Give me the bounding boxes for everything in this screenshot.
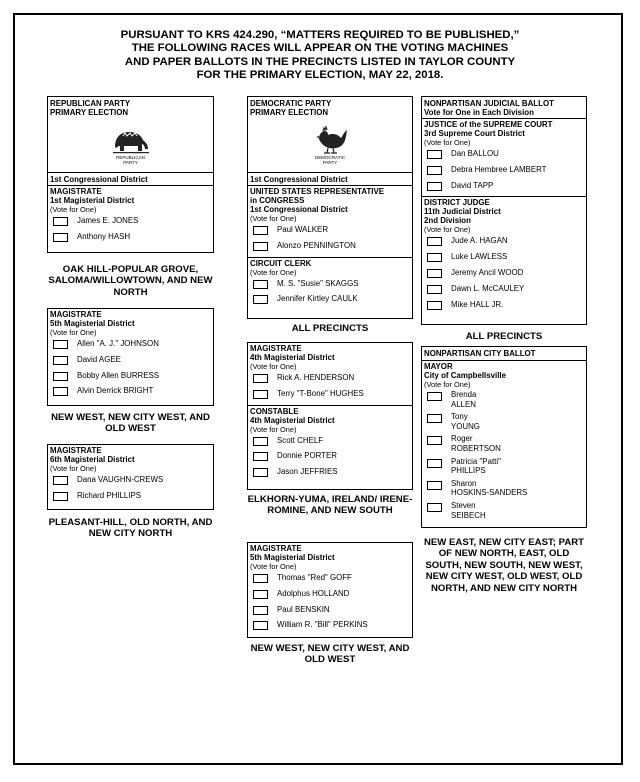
candidate-name: Jude A. HAGAN [451,236,508,246]
race-title: DISTRICT JUDGE [424,198,490,208]
race-subtitle: City of Campbellsville [424,371,506,380]
candidate-option[interactable] [250,587,410,603]
ballot-oval[interactable] [253,590,268,599]
candidate-last-name: PHILLIPS [451,466,486,476]
precinct-list: PLEASANT-HILL, OLD NORTH, AND NEW CITY NORTH [48,517,213,540]
candidate-option[interactable] [250,571,410,587]
ballot-title: NONPARTISAN CITY BALLOT [422,347,586,361]
candidate-option[interactable] [424,500,584,522]
vote-instruction: (Vote for One) [424,380,471,389]
candidate-option[interactable] [250,387,410,403]
candidate-option[interactable] [250,277,410,293]
candidate-option[interactable] [424,389,584,411]
race-title: JUSTICE of the SUPREME COURT [424,120,553,129]
ballot-oval[interactable] [253,437,268,446]
ballot-oval[interactable] [253,374,268,383]
candidate-option[interactable] [424,478,584,500]
ballot-oval[interactable] [53,356,68,365]
race-magistrate-4th [248,343,412,405]
ballot-oval[interactable] [253,280,268,289]
ballot-oval[interactable] [427,166,442,175]
candidate-option[interactable] [50,369,211,385]
candidate-option[interactable] [50,384,211,400]
candidate-last-name: ROBERTSON [451,443,501,453]
header-line: AND PAPER BALLOTS IN THE PRECINCTS LISTED IN TAYLOR COUNTY [124,55,516,68]
democratic-magistrate-5-card [247,542,413,638]
race-title: MAYOR [424,362,453,371]
candidate-option[interactable] [50,337,211,353]
vote-instruction: (Vote for One) [50,328,97,337]
candidate-option[interactable] [250,239,410,255]
candidate-option[interactable] [424,147,584,163]
district-label: 1st Congressional District [48,172,213,186]
race-subtitle: 5th Magisterial District [250,553,335,562]
candidate-last-name: HOSKINS-SANDERS [451,488,528,498]
candidate-option[interactable] [250,618,410,634]
emblem-caption: REPUBLICAN PARTY [116,154,145,165]
vote-instruction: (Vote for One) [250,214,297,223]
candidate-option[interactable] [50,489,211,505]
candidate-name: Jeremy Ancil WOOD [451,267,524,277]
candidate-name: Jennifer Kirtley CAULK [277,294,358,304]
header-line: FOR THE PRIMARY ELECTION, MAY 22, 2018. [196,68,444,81]
candidate-option[interactable] [250,434,410,450]
ballot-title: NONPARTISAN JUDICIAL BALLOT [424,99,554,108]
ballot-oval[interactable] [427,237,442,246]
emblem-caption: DEMOCRATIC PARTY [315,154,345,165]
elephant-emblem-icon [48,117,213,172]
candidate-first-name: Steven [451,500,476,510]
democratic-heading [248,97,412,117]
race-district-judge [422,196,586,315]
ballot-oval[interactable] [427,301,442,310]
candidate-option[interactable] [424,433,584,455]
ballot-oval[interactable] [427,481,442,490]
race-us-representative [248,186,412,257]
candidate-option[interactable] [50,473,211,489]
ballot-oval[interactable] [427,503,442,512]
ballot-oval[interactable] [53,492,68,501]
ballot-oval[interactable] [253,468,268,477]
race-circuit-clerk [248,257,412,311]
candidate-option[interactable] [250,371,410,387]
candidate-option[interactable] [50,230,211,246]
candidate-last-name: SEIBECH [451,510,486,520]
vote-instruction: (Vote for One) [250,267,297,277]
race-subtitle: 1st Congressional District [250,205,348,214]
ballot-oval[interactable] [427,436,442,445]
ballot-oval[interactable] [253,621,268,630]
candidate-name: Dawn L. McCAULEY [451,283,525,293]
district-label: 1st Congressional District [248,172,412,186]
candidate-first-name: Roger [451,434,473,444]
candidate-name: Scott CHELF [277,435,324,445]
race-title: MAGISTRATE [250,544,302,553]
ballot-oval[interactable] [253,606,268,615]
ballot-oval[interactable] [253,452,268,461]
precinct-list: ELKHORN-YUMA, IRELAND/ IRENE-ROMINE, AND NEW SOUTH [247,494,413,517]
race-subtitle: 3rd Supreme Court District [424,129,525,138]
race-subtitle: 5th Magisterial District [50,319,135,328]
candidate-name: Bobby Allen BURRESS [77,370,160,380]
candidate-name: James E. JONES [77,216,139,225]
race-subtitle: 1st Magisterial District [50,196,135,205]
candidate-first-name: Brenda [451,390,477,399]
precinct-list: NEW WEST, NEW CITY WEST, AND OLD WEST [250,643,410,666]
race-title: MAGISTRATE [50,187,102,196]
vote-instruction: (Vote for One) [50,464,97,473]
candidate-option[interactable] [424,163,584,179]
race-subtitle: 4th Magisterial District [250,415,335,425]
candidate-name: Allen "A. J." JOHNSON [77,339,159,348]
race-title: MAGISTRATE [250,344,302,353]
vote-instruction: (Vote for One) [50,205,97,214]
candidate-option[interactable] [50,353,211,369]
candidate-name: Alvin Derrick BRIGHT [77,386,154,396]
judicial-ballot-card [421,96,587,325]
header-line: THE FOLLOWING RACES WILL APPEAR ON THE VOTING MACHINES [131,42,509,55]
candidate-first-name: Sharon [451,478,477,488]
candidate-name: Thomas "Red" GOFF [277,573,352,582]
ballot-oval[interactable] [427,182,442,191]
ballot-oval[interactable] [427,414,442,423]
candidate-name: Dana VAUGHN-CREWS [77,475,164,484]
election-title: PRIMARY ELECTION [50,108,129,117]
candidate-name: Paul WALKER [277,225,329,234]
precinct-list: NEW EAST, NEW CITY EAST; PART OF NEW NORTH, EAST, OLD SOUTH, NEW SOUTH, NEW WEST, NEW CITY WEST, OLD WEST, OLD NORTH, AND NEW CITY NORTH [423,537,585,594]
candidate-option[interactable] [250,465,410,481]
ballot-oval[interactable] [53,217,68,226]
vote-instruction: (Vote for One) [250,562,297,571]
candidate-name: Debra Hembree LAMBERT [451,164,547,174]
precinct-list: ALL PRECINCTS [465,331,543,342]
democratic-ballot-card [247,96,413,319]
candidate-option[interactable] [424,456,584,478]
republican-heading [48,97,213,117]
candidate-first-name: Tony [451,412,468,422]
candidate-option[interactable] [424,250,584,266]
candidate-name: Jason JEFFRIES [277,467,338,477]
ballot-oval[interactable] [53,387,68,396]
race-subtitle: 6th Magisterial District [50,455,135,464]
candidate-name: Richard PHILLIPS [77,490,142,500]
candidate-name: Dan BALLOU [451,149,499,158]
vote-instruction: (Vote for One) [250,362,297,371]
ballot-oval[interactable] [53,476,68,485]
candidate-option[interactable] [424,282,584,298]
race-supreme-court-justice [422,119,586,196]
vote-instruction: (Vote for One) [424,138,471,147]
candidate-option[interactable] [250,292,410,308]
republican-magistrate-5-card [47,308,214,406]
race-magistrate-6th [48,445,213,507]
race-title: UNITED STATES REPRESENTATIVE [250,187,385,196]
candidate-option[interactable] [250,449,410,465]
ballot-oval[interactable] [53,340,68,349]
party-title: REPUBLICAN PARTY [50,99,131,108]
ballot-oval[interactable] [53,372,68,381]
candidate-option[interactable] [424,298,584,314]
candidate-option[interactable] [250,223,410,239]
race-title: MAGISTRATE [50,446,102,455]
candidate-option[interactable] [424,266,584,282]
race-magistrate-1st [48,186,213,248]
candidate-name: Luke LAWLESS [451,252,508,262]
candidate-option[interactable] [50,214,211,230]
race-title: CONSTABLE [250,406,299,416]
candidate-name: Donnie PORTER [277,451,337,461]
race-magistrate-5th [248,543,412,636]
candidate-name: Alonzo PENNINGTON [277,240,356,250]
ballot-oval[interactable] [53,233,68,242]
ballot-oval[interactable] [427,459,442,468]
candidate-option[interactable] [250,603,410,619]
party-title: DEMOCRATIC PARTY [250,99,332,108]
vote-instruction: (Vote for One) [424,225,471,235]
candidate-name: Adolphus HOLLAND [277,588,350,598]
candidate-option[interactable] [424,234,584,250]
candidate-name: William R. "Bill" PERKINS [277,620,368,630]
rooster-emblem-icon [248,117,412,172]
ballot-oval[interactable] [253,226,268,235]
ballot-oval[interactable] [253,574,268,583]
candidate-first-name: Patricia "Patti" [451,456,501,466]
precinct-list: ALL PRECINCTS [291,323,369,334]
candidate-name: Anthony HASH [77,231,131,241]
vote-instruction: (Vote for One) [250,424,297,434]
republican-ballot-card [47,96,214,253]
city-ballot-card [421,346,587,528]
candidate-last-name: YOUNG [451,421,480,431]
race-magistrate-5th [48,309,213,402]
header-line: PURSUANT TO KRS 424.290, “MATTERS REQUIRED TO BE PUBLISHED,” [120,29,520,41]
ballot-oval[interactable] [427,392,442,401]
ballot-oval[interactable] [253,295,268,304]
candidate-option[interactable] [424,411,584,433]
race-subtitle: 11th Judicial District [424,207,501,217]
race-title: in CONGRESS [250,196,305,205]
judicial-heading [422,97,586,119]
candidate-name: M. S. "Susie" SKAGGS [277,278,359,288]
republican-magistrate-6-card [47,444,214,510]
precinct-list: OAK HILL-POPULAR GROVE, SALOMA/WILLOWTOWN, AND NEW NORTH [48,264,213,298]
candidate-last-name: ALLEN [451,399,477,409]
race-subtitle: 4th Magisterial District [250,353,335,362]
ballot-oval[interactable] [253,242,268,251]
candidate-name: Terry "T-Bone" HUGHES [277,388,364,398]
precinct-list: NEW WEST, NEW CITY WEST, AND OLD WEST [51,412,210,435]
democratic-district-4-card [247,342,413,490]
ballot-instruction: Vote for One in Each Division [424,108,534,117]
candidate-name: David TAPP [451,180,494,190]
race-mayor [422,361,586,524]
candidate-option[interactable] [424,179,584,195]
candidate-name: Paul BENSKIN [277,604,330,614]
candidate-name: Mike HALL JR. [451,299,504,309]
race-title: CIRCUIT CLERK [250,258,312,268]
candidate-name: David AGEE [77,354,121,364]
race-title: MAGISTRATE [50,310,102,319]
candidate-name: Rick A. HENDERSON [277,373,355,382]
race-constable-4th [248,405,412,483]
notice-header [40,29,600,82]
ballot-oval[interactable] [427,285,442,294]
election-title: PRIMARY ELECTION [250,108,329,117]
ballot-oval[interactable] [253,390,268,399]
race-subtitle: 2nd Division [424,216,471,226]
ballot-oval[interactable] [427,269,442,278]
ballot-oval[interactable] [427,150,442,159]
ballot-oval[interactable] [427,253,442,262]
